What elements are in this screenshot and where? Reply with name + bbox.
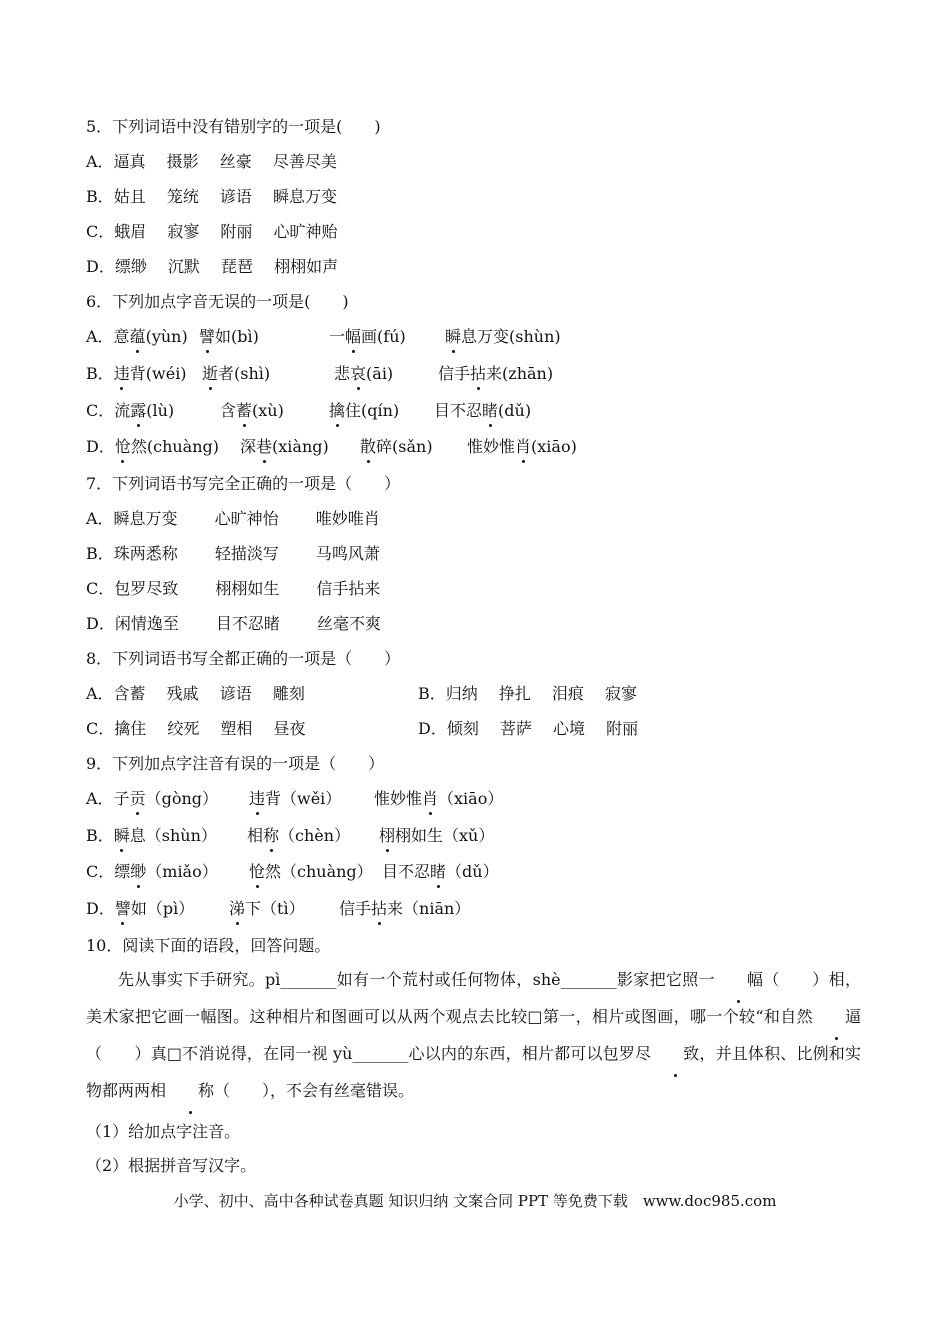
option-item: [86, 436, 219, 458]
dotted-character: 睹: [482, 401, 499, 420]
item-suffix: 来（niān）: [387, 899, 471, 918]
option-item: [249, 861, 373, 883]
dotted-character: 譬: [199, 327, 216, 346]
item-suffix: 如（pì）: [130, 899, 195, 918]
item-suffix: (xù): [252, 401, 284, 420]
passage-text: （ ）真□不消说得，在同一视 yù_______心以内的东西，相片都可以包罗尽: [86, 1044, 652, 1063]
dotted-character: 贡: [129, 789, 146, 808]
item-prefix: 信手: [438, 364, 471, 383]
option-item: [86, 898, 194, 920]
option-item: [86, 861, 218, 883]
q5-option-d: D．缥缈 沉默 琵琶 栩栩如声: [86, 257, 339, 276]
dotted-character: 肖: [515, 437, 532, 456]
item-prefix: 惟妙惟: [374, 789, 423, 808]
item-suffix: (yùn): [145, 327, 188, 346]
q9-option-c: [86, 861, 499, 883]
q7-option-b: B．珠两悉称 轻描淡写 马鸣风萧: [86, 544, 380, 563]
item-suffix: (xiāo): [531, 437, 577, 456]
item-prefix: 目不忍: [382, 862, 431, 881]
dotted-character: 涕: [229, 899, 246, 918]
item-prefix: 一: [329, 327, 346, 346]
item-prefix: 相: [247, 826, 264, 845]
dotted-character: 瞬: [113, 826, 130, 845]
dotted-character: 露: [130, 401, 147, 420]
item-suffix: 息万变(shùn): [461, 327, 561, 346]
item-prefix: 目不忍: [434, 401, 483, 420]
dotted-character: 违: [249, 789, 266, 808]
q5-stem: 5．下列词语中没有错别字的一项是( ): [86, 117, 381, 136]
item-prefix: 惟妙惟: [467, 437, 516, 456]
option-item: [86, 788, 218, 810]
passage-text: ，并且体积、比例和实物都两两相: [86, 1044, 861, 1100]
item-prefix: A．意: [86, 327, 130, 346]
q5-option-a: A．逼真 摄影 丝豪 尽善尽美: [86, 152, 337, 171]
option-item: [360, 436, 433, 458]
dotted-character: 幅: [345, 327, 362, 346]
q8-row-1: [86, 683, 638, 705]
option-item: [434, 400, 531, 422]
item-suffix: （dǔ）: [446, 862, 499, 881]
dotted-character: 称: [263, 826, 280, 845]
q6-option-b: [86, 363, 554, 385]
q9-option-d: [86, 898, 471, 920]
option-item: [438, 363, 553, 385]
item-prefix: C．流: [86, 401, 131, 420]
dotted-character: 擒: [329, 401, 346, 420]
item-suffix: (xiàng): [272, 437, 329, 456]
item-prefix: C．缥: [86, 862, 131, 881]
item-prefix: D．: [86, 437, 115, 456]
page-footer: 小学、初中、高中各种试卷真题 知识归纳 文案合同 PPT 等免费下载 www.doc985.com: [173, 1192, 777, 1210]
option-item: [467, 436, 577, 458]
option-item: [382, 861, 499, 883]
dotted-character: 缈: [130, 862, 147, 881]
dotted-character: 逝: [202, 364, 219, 383]
option-item: [445, 326, 561, 348]
option-item: [86, 400, 174, 422]
item-prefix: D．: [86, 899, 115, 918]
item-suffix: 然(chuàng): [130, 437, 220, 456]
q6-option-c: [86, 400, 532, 422]
dotted-character: 蕴: [129, 327, 146, 346]
item-suffix: 碎(sǎn): [376, 437, 433, 456]
item-suffix: 来(zhān): [486, 364, 554, 383]
q8-option-d: D．倾刻 菩萨 心境 附丽: [418, 719, 639, 738]
dotted-character: 栩: [379, 826, 396, 845]
dotted-character: 逼: [813, 998, 861, 1035]
item-prefix: B．: [86, 826, 114, 845]
q7-option-d: D．闲情逸至 目不忍睹 丝毫不爽: [86, 614, 382, 633]
option-item: [199, 326, 259, 348]
item-prefix: 含: [220, 401, 237, 420]
dotted-character: 譬: [114, 899, 131, 918]
item-prefix: A．子: [86, 789, 130, 808]
item-suffix: 然（chuàng）: [265, 862, 373, 881]
item-prefix: 信手: [339, 899, 372, 918]
item-prefix: B．: [86, 364, 114, 383]
option-item: [86, 326, 188, 348]
q8-option-a: A．含蓄 残戚 谚语 雕刻: [86, 684, 305, 703]
dotted-character: 瞬: [445, 327, 462, 346]
dotted-character: 散: [360, 437, 377, 456]
option-item: [334, 363, 393, 385]
option-item: [339, 898, 470, 920]
q5-option-c: C．蛾眉 寂寥 附丽 心旷神贻: [86, 222, 338, 241]
option-item: [374, 788, 503, 810]
item-suffix: (dǔ): [498, 401, 532, 420]
item-suffix: （gòng）: [145, 789, 219, 808]
item-suffix: 画(fú): [361, 327, 406, 346]
passage-text: 先从事实下手研究。pì_______如有一个荒村或任何物体，shè_______影家把它照一: [118, 970, 715, 989]
item-suffix: （chèn）: [279, 826, 351, 845]
option-item: [329, 326, 406, 348]
item-suffix: (āi): [366, 364, 394, 383]
item-suffix: （xiāo）: [438, 789, 504, 808]
dotted-character: 致: [651, 1035, 699, 1072]
q9-option-b: [86, 825, 495, 847]
option-item: [86, 825, 217, 847]
q8-option-b: B．归纳 挣扎 泪痕 寂寥: [418, 684, 638, 703]
dotted-character: 睹: [430, 862, 447, 881]
item-suffix: 住(qín): [345, 401, 400, 420]
dotted-character: 幅: [715, 961, 763, 998]
q10-sub-question-2: （2）根据拼音写汉字。: [86, 1156, 257, 1175]
dotted-character: 拈: [371, 899, 388, 918]
option-item: [240, 436, 329, 458]
option-item: [229, 898, 305, 920]
item-suffix: （miǎo）: [146, 862, 218, 881]
q8-option-c: C．擒住 绞死 塑相 昼夜: [86, 719, 306, 738]
item-suffix: 者(shì): [218, 364, 271, 383]
q8-stem: 8．下列词语书写全都正确的一项是（ ）: [86, 649, 401, 668]
dotted-character: 蓄: [236, 401, 253, 420]
option-item: [202, 363, 270, 385]
q8-row-2: [86, 718, 639, 740]
option-item: [247, 825, 350, 847]
passage-text: （ ）相，美术家把它画一幅图。这种相片和图画可以从两个观点去比较□第一，相片或图画，哪一个较“和自然: [86, 970, 861, 1026]
item-suffix: 栩如生（xǔ）: [395, 826, 495, 845]
option-item: [329, 400, 399, 422]
dotted-character: 称: [166, 1072, 214, 1109]
dotted-character: 拈: [470, 364, 487, 383]
q9-option-a: [86, 788, 504, 810]
dotted-character: 肖: [422, 789, 439, 808]
dotted-character: 怆: [249, 862, 266, 881]
option-item: [379, 825, 494, 847]
passage-text: （ ），不会有丝毫错误。: [214, 1081, 415, 1100]
item-suffix: 息（shùn）: [129, 826, 217, 845]
q6-stem: 6．下列加点字音无误的一项是( ): [86, 292, 349, 311]
option-item: [220, 400, 284, 422]
item-suffix: (lù): [146, 401, 175, 420]
dotted-character: 巷: [256, 437, 273, 456]
item-suffix: 背（wěi）: [265, 789, 342, 808]
q6-option-d: [86, 436, 577, 458]
dotted-character: 怆: [114, 437, 131, 456]
dotted-character: 哀: [350, 364, 367, 383]
q10-sub-question-1: （1）给加点字注音。: [86, 1122, 241, 1141]
q10-stem: 10．阅读下面的语段，回答问题。: [86, 936, 331, 955]
q7-option-c: C．包罗尽致 栩栩如生 信手拈来: [86, 579, 381, 598]
option-item: [249, 788, 341, 810]
item-suffix: 如(bì): [215, 327, 259, 346]
q7-stem: 7．下列词语书写完全正确的一项是（ ）: [86, 474, 401, 493]
item-prefix: 悲: [334, 364, 351, 383]
q7-option-a: A．瞬息万变 心旷神怡 唯妙唯肖: [86, 509, 380, 528]
q9-stem: 9．下列加点字注音有误的一项是（ ）: [86, 754, 385, 773]
q5-option-b: B．姑且 笼统 谚语 瞬息万变: [86, 187, 338, 206]
dotted-character: 违: [113, 364, 130, 383]
option-item: [86, 363, 187, 385]
q6-option-a: [86, 326, 561, 348]
q10-passage: [86, 961, 861, 1109]
item-prefix: 深: [240, 437, 257, 456]
item-suffix: 背(wéi): [129, 364, 187, 383]
item-suffix: 下（tì）: [245, 899, 305, 918]
